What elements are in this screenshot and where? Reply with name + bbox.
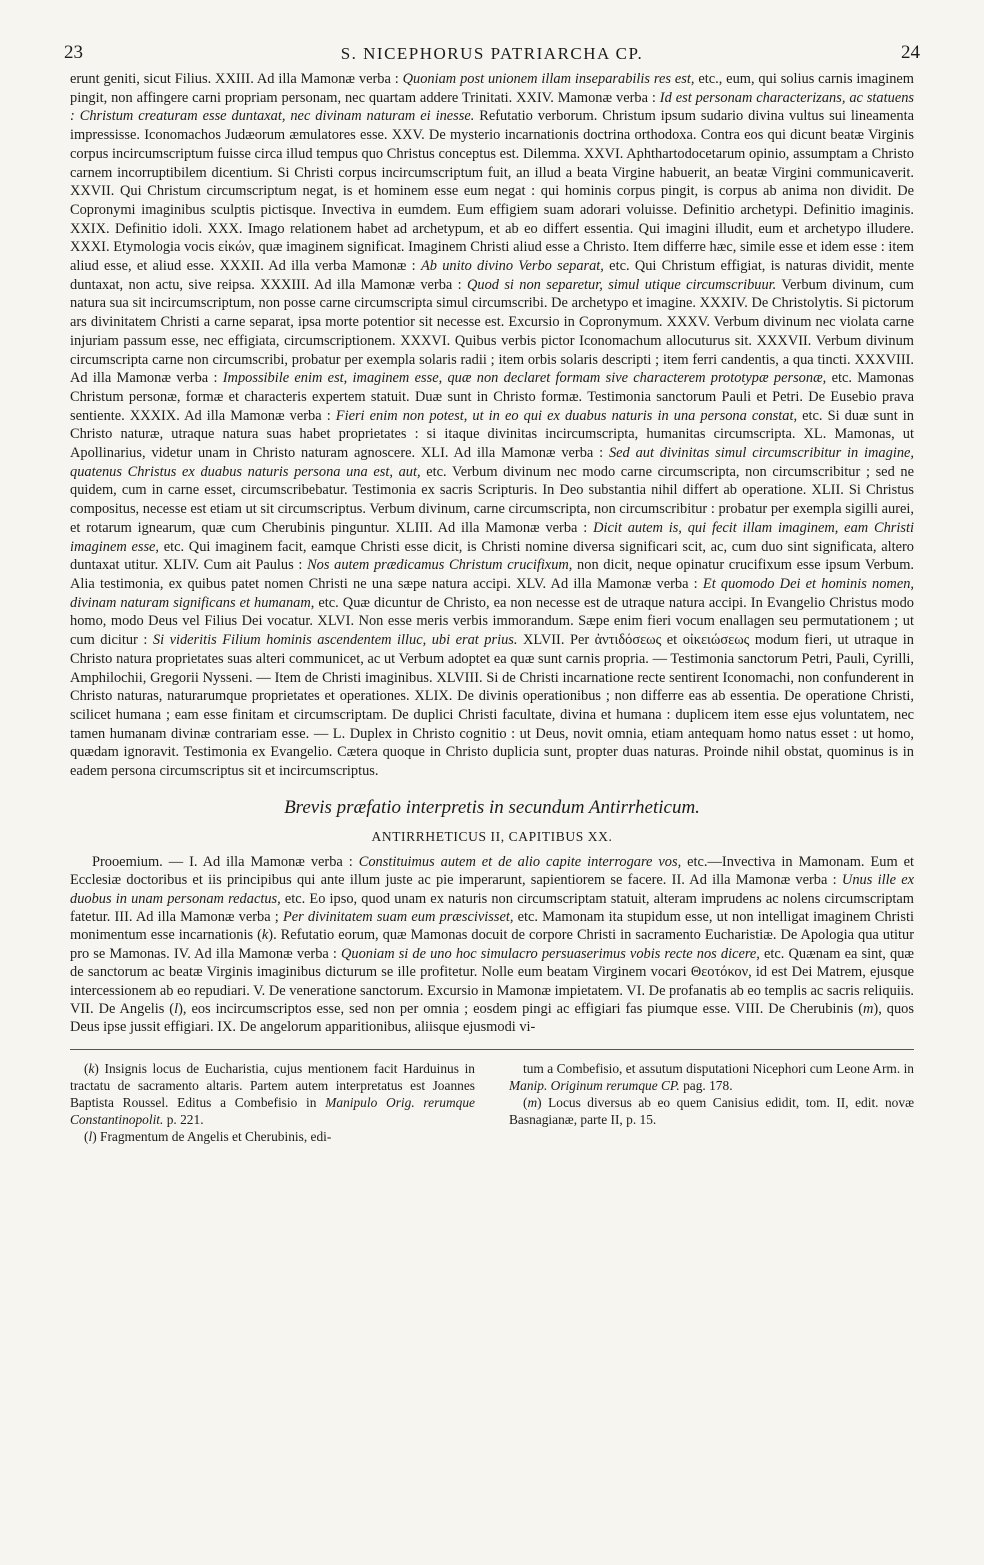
- text-segment: ) Locus diversus ab eo quem Canisius edidit, tom. II, edit. novæ Basnagianæ, parte II, p. 15.: [509, 1094, 914, 1127]
- italic-text-segment: Quoniam si de uno hoc simulacro persuaserimus vobis recte nos dicere,: [341, 945, 760, 962]
- italic-text-segment: Ab unito divino Verbo separat,: [420, 258, 604, 275]
- italic-text-segment: Sed aut divinitas simul circumscribitur in imagine, quatenus Christus ex duabus naturis persona una est, aut,: [70, 445, 915, 480]
- text-segment: erunt geniti, sicut Filius. XXIII. Ad illa Mamonæ verba :: [70, 71, 403, 87]
- italic-text-segment: Fieri enim non potest, ut in eo qui ex duabus naturis in una persona constat,: [335, 407, 798, 424]
- italic-text-segment: Quod si non separetur, simul utique circumscribuur.: [467, 276, 777, 293]
- italic-text-segment: Constituimus autem et de alio capite interrogare vos,: [358, 853, 682, 870]
- text-segment: etc. Mamonam ita stupidum esse, ut non intelligat imaginem Christi monimentum esse incarnationis (: [70, 908, 914, 944]
- footnote: [70, 1060, 475, 1128]
- footnote-rule: [70, 1049, 914, 1050]
- running-title: S. NICEPHORUS PATRIARCHA CP.: [340, 44, 644, 63]
- page-number-left: 23: [64, 42, 83, 63]
- page-number-right: 24: [901, 42, 920, 63]
- preface-title: Brevis præfatio interpretis in secundum Antirrheticum.: [284, 796, 700, 818]
- proem-paragraph: [70, 853, 914, 1037]
- italic-text-segment: Si videritis Filium hominis ascendentem illuc, ubi erat prius.: [152, 632, 518, 649]
- text-segment: XLVII. Per ἀντιδόσεως et οἰκειώσεως modum fieri, ut utraque in Christo natura proprietates suas alteri communicet, ac ut Verbum adoptet ea quæ sunt carnis propria. — Testimonia sanctorum Petri, Pauli, Cyrilli, Amphilochii, Gregorii Nysseni. — Item de Christi imaginibus. XLVIII. Si de Christi incarnatione recte sentirent Iconomachi, non confunderent in Christo naturas, naturarumque proprietates et operationes. XLIX. De divinis operationibus ; non differre eas ab essentia. De operatione Christi, scilicet humana ; eam esse finitam et circumscriptam. De duplici Christi facultate, divina et humana : duplicem item esse ejus voluntatem, nec tamen humanam divinæ contrariam esse. — L. Duplex in Christo cognitio : ut Deus, novit omnia, etiam antequam homo natus esset : ut homo, quædam ignoravit. Testimonia ex Evangelio. Cætera quoque in Christo duplicia sunt, propter duas naturas. Proinde nihil obstat, quominus is in eadem persona circumscriptus sit et incircumscriptus.: [70, 632, 914, 780]
- text-segment: Verbum divinum, cum natura sua sit incircumscriptum, non posse carne circumscripta simul circumscribi. De archetypo et imagine. XXXIV. De Christolytis. Si pictorum ars divinitatem Christi a carne separat, ipsa morte potentior sit necesse est. Excursio in Copronymum. XXXV. Verbum divinum nec violata carne injuriam passum esse, nec effigiata, circumscriptionem. XXXVI. Quibus verbis pictor Iconomachum allocuturus sit. XXXVII. Verbum divinum circumscripta carne non circumscribi, probatur per exempla solaris radii ; item orbis solaris descripti ; item ferri candentis, a qua tincti. XXXVIII. Ad illa Mamonæ verba :: [70, 276, 914, 387]
- text-segment: ), quos Deus ipse jussit effigiari. IX. De angelorum apparitionibus, aliisque ejusmodi vi-: [70, 1000, 914, 1036]
- text-segment: ). Refutatio eorum, quæ Mamonas docuit de corpore Christi in sacramento Eucharistiæ. De Apologia qua utitur pro se Mamonas. IV. Ad illa Mamonæ verba :: [70, 927, 914, 962]
- footnotes: [70, 1060, 914, 1145]
- text-segment: etc. Qui Christum effigiat, is naturas dividit, mente duntaxat, non actu, sive reipsa. XXXIII. Ad illa Mamonæ verba :: [70, 258, 914, 293]
- text-segment: (: [523, 1094, 528, 1110]
- text-segment: etc., eum, qui solius carnis imaginem pingit, non affingere carni propriam personam, nec quartam addere Trinitati. XXIV. Mamonæ verba :: [70, 71, 914, 106]
- text-segment: etc. Eo ipso, quod unam ex naturis non circumscriptam statuit, alteram imprudens ac nolens circumscriptam fatetur. III. Ad illa Mamonæ verba ;: [70, 890, 914, 925]
- text-segment: ) Fragmentum de Angelis et Cherubinis, edi-: [92, 1128, 332, 1144]
- proem: [70, 853, 914, 1037]
- text-segment: Refutatio verborum. Christum ipsum sudario divina vultus sui lineamenta impressisse. Iconomachos Judæorum æmulatores esse. XXV. De mysterio incarnationis doctrina orthodoxa. Contra eos qui dicunt beatæ Virginis corpus incircumscriptum fuisse circa illud tempus quo Christus conceptus est. Dilemma. XXVI. Aphthartodocetarum opinio, assumptam a Christo carnem incorruptibilem dicentium. Si Christi corpus incircumscriptum fuit, an illud a beata Virgine habuerit, an beatæ Virgini communicaverit. XXVII. Qui Christum circumscriptum negat, is et hominem esse eum negat : qui hominis corpus pingit, is corpus ab anima non dividit. De Copronymi imaginibus sculptis pictisque. Invectiva in eumdem. Eum effigiem suam adorari voluisse. Definitio archetypi. Definitio imaginis. XXIX. Definitio idoli. XXX. Imago relationem habet ad archetypum, et ab eo differt essentia. Qui imagini illudit, eum et archetypo illudere. XXXI. Etymologia vocis εἰκών, quæ imaginem significat. Imaginem Christi aliud esse a Christo. Item differre hæc, simile esse et idem esse : item aliud esse, et aliud esse. XXXII. Ad illa verba Mamonæ :: [70, 108, 914, 275]
- footnotes-left-column: [70, 1060, 475, 1145]
- text-segment: ) Insignis locus de Eucharistia, cujus mentionem facit Harduinus in tractatu de sacramento altaris. Partem autem interpretatus est Joannes Baptista Roussel. Editus a Combefisio in: [70, 1060, 475, 1110]
- italic-text-segment: Per divinitatem suam eum præscivisset,: [282, 908, 514, 925]
- italic-text-segment: l: [174, 1000, 179, 1017]
- text-segment: etc. Si duæ sunt in Christo naturæ, utraque natura suas habet proprietates : si itaque divinitas incircumscripta, humanitas circumscripta. XL. Mamonas, ut Apollinarius, videtur unam in Christo naturam agnoscere. XLI. Ad illa Mamonæ verba :: [70, 407, 914, 462]
- italic-text-segment: Nos autem prædicamus Christum crucifixum,: [307, 557, 573, 574]
- text-segment: etc. Verbum divinum nec modo carne circumscripta, non circumscribitur ; sed ne quidem, cum in carne esset, circumscribebatur. Testimonia ex sacris Scripturis. In Deo substantia nihil differt ab operatione. XLII. Si Christus compositus, necesse est etiam ut sit circumscriptus. Verbum divinum, carne circumscripta, non circumscribitur : probatur per exempla sigilli aurei, et rotarum ignearum, quæ cum Cherubinis pinguntur. XLIII. Ad illa Mamonæ verba :: [70, 463, 914, 536]
- text-segment: tum a Combefisio, et assutum disputationi Nicephori cum Leone Arm. in: [523, 1060, 914, 1076]
- chapter-summary: [70, 70, 914, 781]
- text-segment: etc.—Invectiva in Mamonam. Eum et Ecclesiæ doctoribus et iis principibus qui ante illum juste ac pie imperarunt, sapientiorem se facere. II. Ad illa Mamonæ verba :: [70, 853, 914, 889]
- text-segment: etc. Mamonas Christum personæ, formæ et characteris expertem statuit. Duæ sunt in Christo formæ. Testimonia sanctorum Pauli et Petri. De Eusebio prava sentiente. XXXIX. Ad illa Mamonæ verba :: [70, 370, 914, 424]
- italic-text-segment: Unus ille ex duobus in unam personam redactus,: [70, 872, 914, 907]
- footnote: [509, 1060, 914, 1094]
- italic-text-segment: Dicit autem is, qui fecit illam imaginem, eam Christi imaginem esse,: [70, 519, 914, 555]
- italic-text-segment: k: [261, 927, 269, 944]
- footnote: [70, 1128, 475, 1145]
- italic-text-segment: k: [88, 1060, 95, 1076]
- summary-paragraph: [70, 70, 914, 781]
- text-segment: ), eos incircumscriptos esse, sed non per omnia ; eosdem pingi ac effigiari fas piumque esse. VIII. De Cherubinis (: [178, 1000, 863, 1017]
- text-segment: (: [84, 1060, 89, 1076]
- page: [64, 40, 920, 1145]
- text-segment: p. 221.: [163, 1111, 204, 1127]
- italic-text-segment: m: [527, 1094, 538, 1110]
- text-segment: etc. Quænam ea sint, quæ de sanctorum ac beatæ Virginis imaginibus dicturum se ille profitetur. Nolle eum beatam Virginem vocari Θεοτόκον, id est Dei Matrem, ejusque intercessionem ab eo repudiari. V. De veneratione sanctorum. Excursio in Mamonæ impietatem. VI. De profanatis ab eo templis ac sacris reliquiis. VII. De Angelis (: [70, 945, 915, 1017]
- text-segment: Prooemium. — I. Ad illa Mamonæ verba :: [92, 853, 359, 870]
- italic-text-segment: Manip. Originum rerumque CP.: [509, 1077, 680, 1093]
- italic-text-segment: m: [863, 1000, 874, 1017]
- text-segment: (: [84, 1128, 89, 1144]
- italic-text-segment: Et quomodo Dei et hominis nomen, divinam naturam significans et humanam,: [70, 575, 915, 611]
- text-segment: etc. Quæ dicuntur de Christo, ea non necesse est de utraque natura accipi. In Evangelio Christus modo homo, modo Deus vel Filius Dei vocatur. XLVI. Non esse meris verbis immorandum. Sæpe enim fieri vocum enallagen seu permutationem ; ut cum dicitur :: [70, 594, 914, 649]
- footnotes-right-column: [509, 1060, 914, 1145]
- text-segment: non dicit, neque opinatur crucifixum esse ipsum Verbum. Alia testimonia, ex quibus patet nomen Christi ne una sæpe natura accipi. XLV. Ad illa Mamonæ verba :: [70, 557, 914, 592]
- italic-text-segment: Quoniam post unionem illam inseparabilis res est,: [402, 71, 695, 87]
- italic-text-segment: Id est personam characterizans, ac statuens : Christum creaturam esse duntaxat, nec divinam naturam ei inesse.: [70, 89, 914, 125]
- italic-text-segment: Impossibile enim est, imaginem esse, quæ non declaret formam sive characterem prototypæ personæ,: [222, 370, 827, 387]
- page-header: [64, 40, 920, 70]
- text-segment: etc. Qui imaginem facit, eamque Christi esse dicit, is Christi nomine diversa significari scit, ac, cum duo sint significata, altero duntaxat utitur. XLIV. Cum ait Paulus :: [70, 538, 914, 574]
- section-title: ANTIRRHETICUS II, CAPITIBUS XX.: [371, 828, 613, 844]
- italic-text-segment: l: [88, 1128, 93, 1144]
- footnote: [509, 1094, 914, 1128]
- italic-text-segment: Manipulo Orig. rerumque Constantinopolit.: [70, 1094, 476, 1127]
- text-segment: pag. 178.: [679, 1077, 733, 1093]
